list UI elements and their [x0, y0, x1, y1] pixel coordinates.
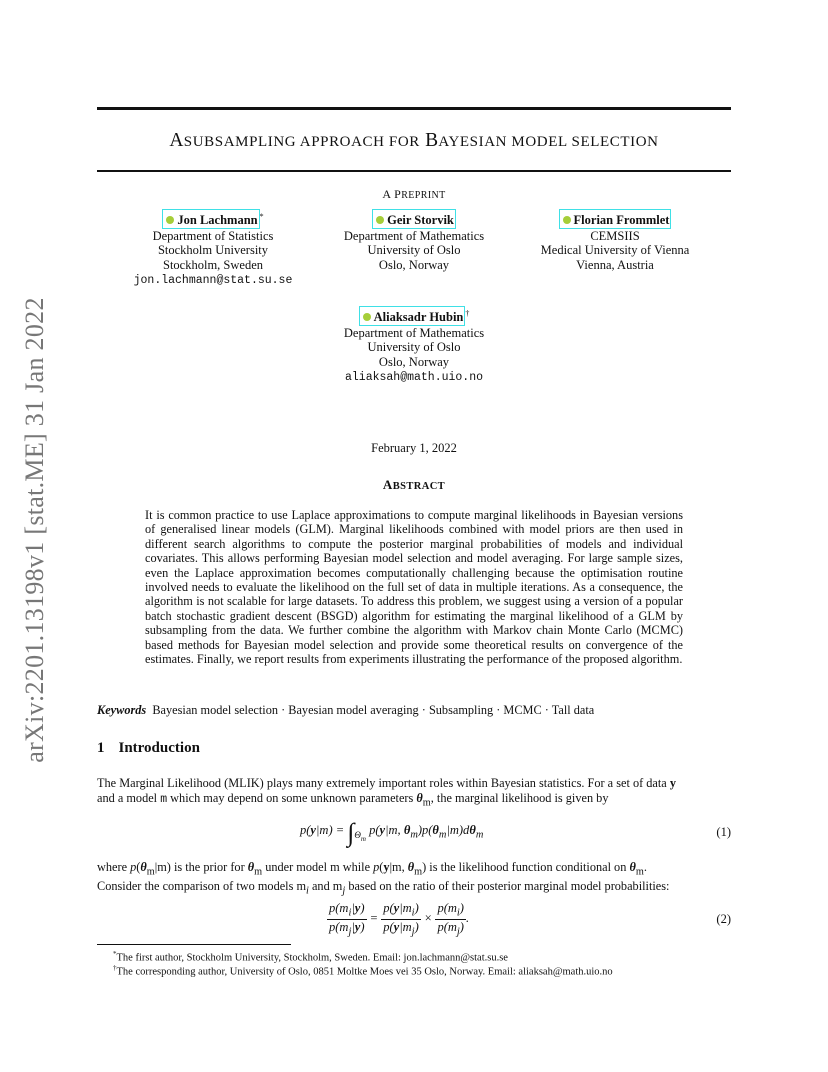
equation-1: $p(y|m) = \int_{\Theta_m}$ p(y|m, $\theta_m)p(\theta_m|m)d\theta_m$ — [300, 818, 484, 847]
footnote-1: *The first author, Stockholm University, Stockholm, Sweden. Email: jon.lachmann@stat.su.se — [113, 950, 508, 964]
equation-number-1: (1) — [716, 825, 731, 839]
equation-number-2: (2) — [716, 912, 731, 926]
author-name-link[interactable]: Florian Frommlet — [559, 209, 672, 229]
author-email: jon.lachmann@stat.su.se — [133, 274, 293, 287]
orcid-icon[interactable] — [363, 313, 371, 321]
title-rule-top — [97, 107, 731, 110]
section-heading: 1 Introduction — [97, 740, 200, 756]
author-email: aliaksah@math.uio.no — [344, 371, 484, 384]
intro-paragraph-1: The Marginal Likelihood (MLIK) plays many extremely important roles within Bayesian statistics. For a set of data y and a model m which may depend on some unknown parameters $\theta_m$, the marginal likelihood is given by — [97, 776, 676, 809]
author-block-3: Florian Frommlet CEMSIIS Medical University of Vienna Vienna, Austria — [517, 209, 713, 272]
orcid-icon[interactable] — [563, 216, 571, 224]
keywords: Keywords Bayesian model selection · Bayesian model averaging · Subsampling · MCMC · Tall data — [97, 703, 595, 717]
arxiv-stamp: arXiv:2201.13198v1 [stat.ME] 31 Jan 2022 — [20, 297, 49, 763]
orcid-icon[interactable] — [376, 216, 384, 224]
paper-title: ASUBSAMPLING APPROACH FOR BAYESIAN MODEL SELECTION — [169, 130, 659, 151]
orcid-icon[interactable] — [166, 216, 174, 224]
author-block-1: Jon Lachmann * Department of Statistics Stockholm University Stockholm, Sweden jon.lachmann@stat.su.se — [115, 209, 311, 289]
author-name-link[interactable]: Geir Storvik — [372, 209, 456, 229]
title-rule-bottom — [97, 170, 731, 172]
footnote-rule — [97, 944, 291, 945]
author-name-link[interactable]: Jon Lachmann — [162, 209, 259, 229]
abstract-text: It is common practice to use Laplace approximations to compute marginal likelihoods in Bayesian versions of generalised linear models (GLM). Marginal likelihoods combined with model priors are then used in different search algorithms to compute the posterior marginal probabilities of models and individual covariates. This allows performing Bayesian model selection and model averaging. For large sample sizes, even the Laplace approximation becomes computationally challenging because the optimisation routine involved needs to evaluate the likelihood on the full set of data in multiple iterations. As a consequence, the algorithm is not scalable for large datasets. To address this problem, we suggest using a version of a popular batch stochastic gradient descent (BSGD) algorithm for estimating the marginal likelihood of a GLM by subsampling from the data. We further combine the algorithm with Markov chain Monte Carlo (MCMC) based methods for Bayesian model selection and provide some theoretical results on convergence of the estimates. Finally, we report results from experiments illustrating the performance of the proposed algorithm. — [145, 508, 683, 667]
preprint-label: A PREPRINT — [382, 187, 446, 201]
abstract-heading: ABSTRACT — [382, 477, 446, 492]
intro-paragraph-2: where $p(\theta_m|m)$ is the prior for $\theta_m$ under model m while p(y|m, $\theta_m$) is the likelihood function conditional on $\theta_m$. Consider the comparison of two models $m_i$ and $m_j$ based on the ratio of their posterior marginal model probabilities: — [97, 860, 670, 897]
paper-date: February 1, 2022 — [371, 441, 457, 455]
author-block-2: Geir Storvik Department of Mathematics University of Oslo Oslo, Norway — [316, 209, 512, 272]
author-name-link[interactable]: Aliaksadr Hubin — [359, 306, 466, 326]
equation-2: $\frac{p(m_i|y)}{p(m_j|y)}$ = $\frac{p(y|m_i)}{p(y|m_j)}$ × $\frac{p(m_i)}{p(m_j)}$ . — [329, 901, 470, 937]
footnote-2: †The corresponding author, University of Oslo, 0851 Moltke Moes vei 35 Oslo, Norway. Email: aliaksah@math.uio.no — [113, 964, 613, 978]
author-block-4: Aliaksadr Hubin † Department of Mathematics University of Oslo Oslo, Norway aliaksah@math.uio.no — [316, 306, 512, 386]
